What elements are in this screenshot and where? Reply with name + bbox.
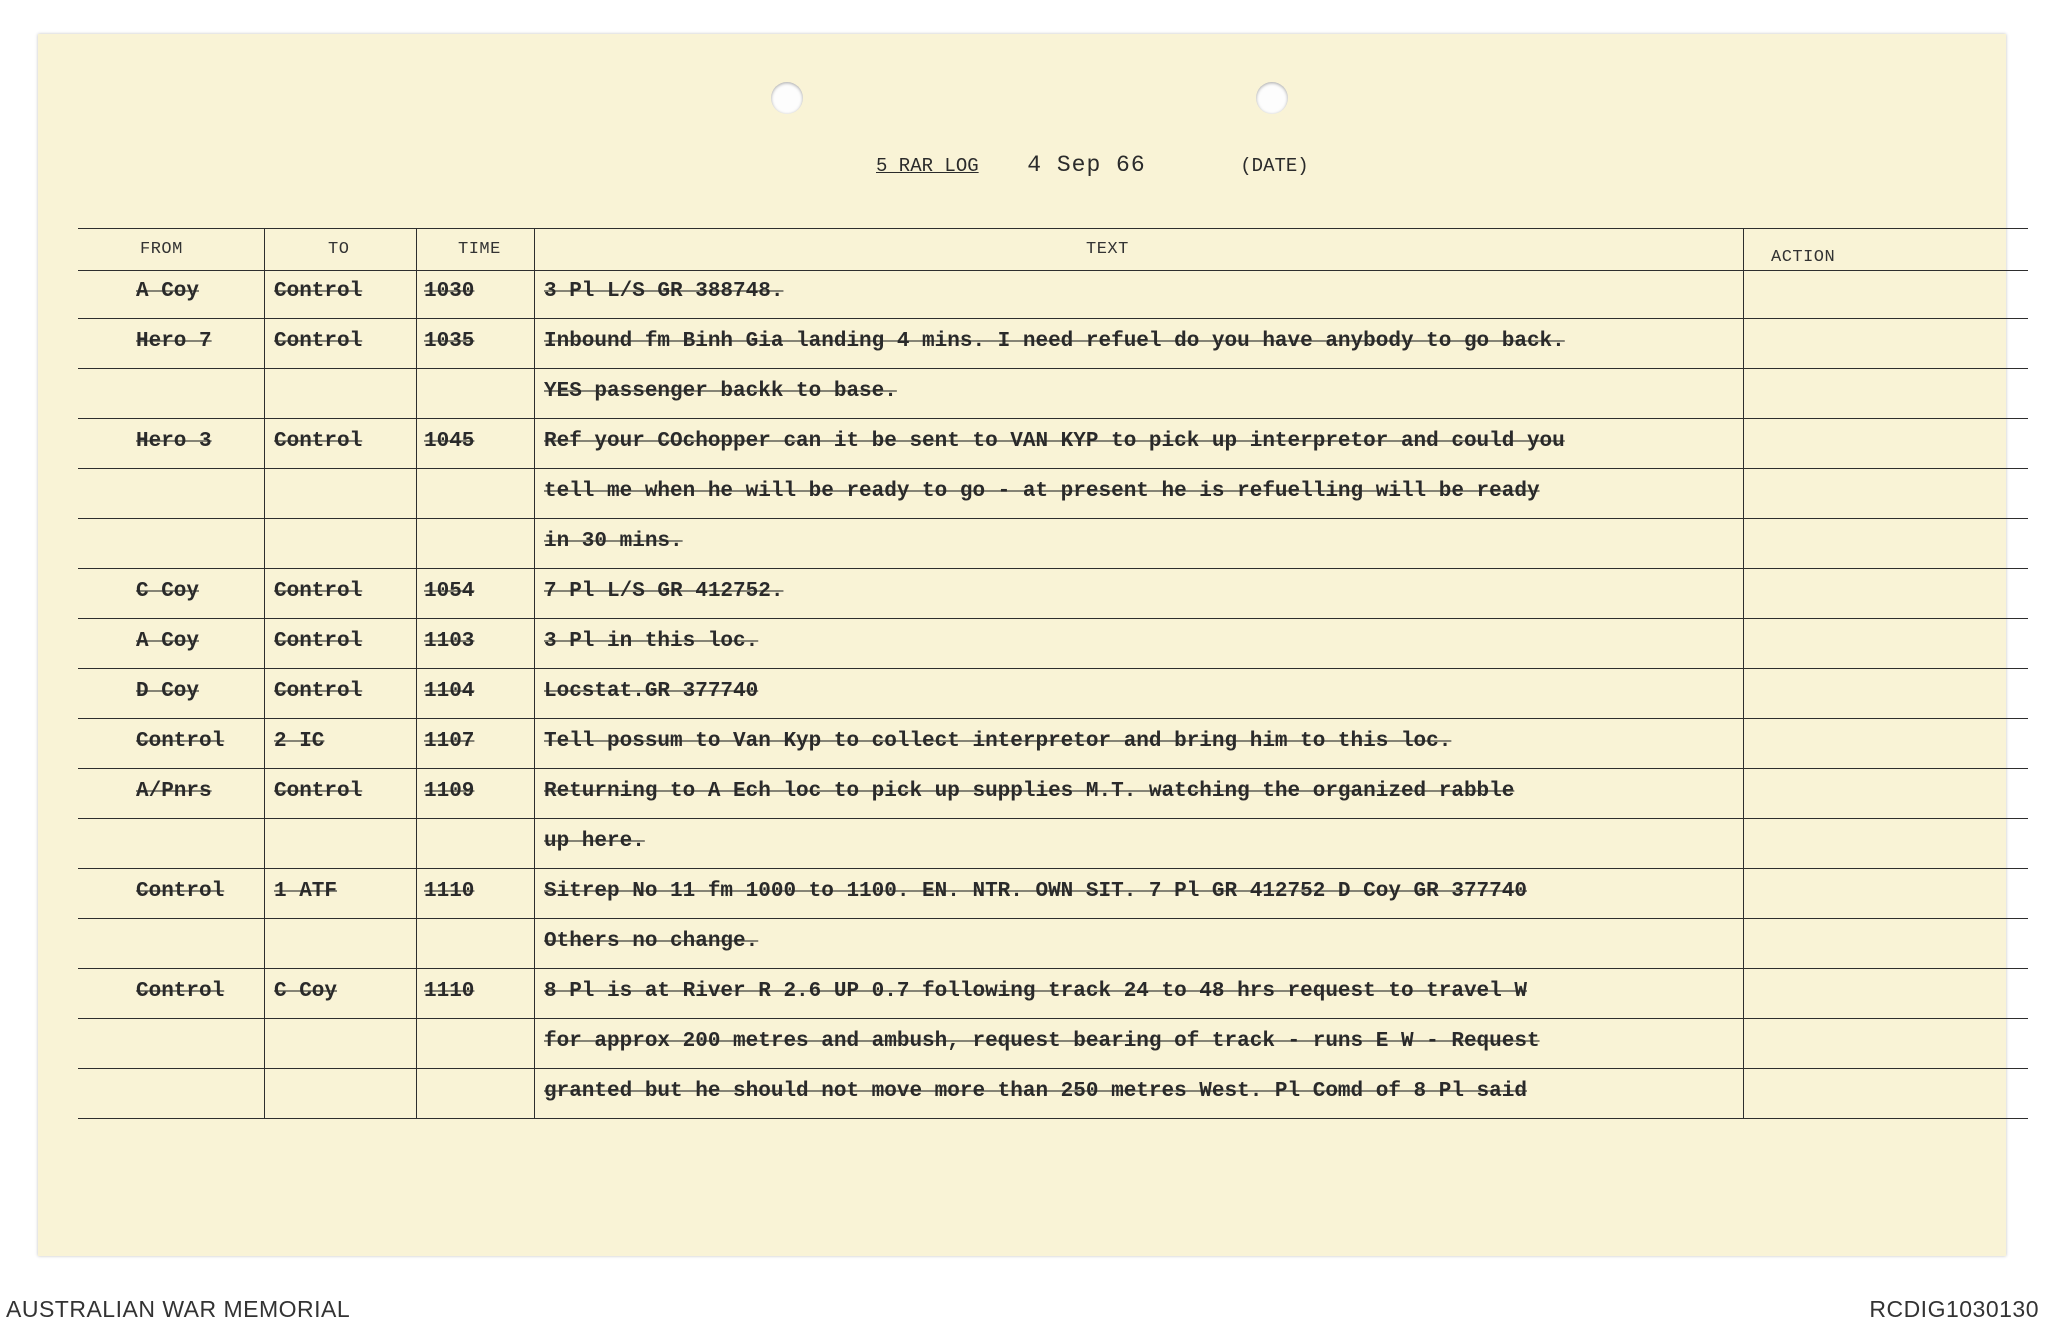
column-header-action: ACTION bbox=[1771, 248, 1836, 267]
table-rule bbox=[78, 868, 2028, 869]
column-rule bbox=[416, 228, 417, 1118]
table-rule bbox=[78, 518, 2028, 519]
log-from: Control bbox=[136, 730, 225, 753]
table-rule bbox=[78, 1118, 2028, 1119]
log-from: Hero 7 bbox=[136, 330, 212, 353]
table-rule bbox=[78, 418, 2028, 419]
log-text-line: Locstat.GR 377740 bbox=[544, 680, 759, 703]
table-rule bbox=[78, 568, 2028, 569]
log-table bbox=[78, 228, 2028, 1158]
log-text-line: Others no change. bbox=[544, 930, 759, 953]
log-from: Control bbox=[136, 880, 225, 903]
log-from: Control bbox=[136, 980, 225, 1003]
footer-id: RCDIG1030130 bbox=[1869, 1296, 2039, 1322]
log-date: 4 Sep 66 bbox=[1027, 152, 1146, 178]
log-to: Control bbox=[274, 330, 363, 353]
table-rule bbox=[78, 368, 2028, 369]
log-to: 1 ATF bbox=[274, 880, 338, 903]
log-time: 1045 bbox=[424, 430, 475, 453]
log-time: 1104 bbox=[424, 680, 475, 703]
log-time: 1110 bbox=[424, 880, 475, 903]
footer-credit: AUSTRALIAN WAR MEMORIAL bbox=[6, 1296, 351, 1322]
log-to: Control bbox=[274, 630, 363, 653]
table-rule bbox=[78, 818, 2028, 819]
column-rule bbox=[1743, 228, 1744, 1118]
table-rule bbox=[78, 668, 2028, 669]
log-text-line: YES passenger backk to base. bbox=[544, 380, 897, 403]
log-text-line: in 30 mins. bbox=[544, 530, 683, 553]
log-text-line: for approx 200 metres and ambush, request bearing of track - runs E W - Request bbox=[544, 1030, 1540, 1053]
log-time: 1103 bbox=[424, 630, 475, 653]
log-time: 1030 bbox=[424, 280, 475, 303]
log-text-line: tell me when he will be ready to go - at present he is refuelling will be ready bbox=[544, 480, 1540, 503]
log-to: Control bbox=[274, 580, 363, 603]
table-rule bbox=[78, 468, 2028, 469]
log-to: Control bbox=[274, 280, 363, 303]
column-header-to: TO bbox=[328, 240, 350, 259]
log-time: 1109 bbox=[424, 780, 475, 803]
log-time: 1035 bbox=[424, 330, 475, 353]
log-text-line: Inbound fm Binh Gia landing 4 mins. I need refuel do you have anybody to go back. bbox=[544, 330, 1565, 353]
table-rule bbox=[78, 228, 2028, 229]
log-text-line: 3 Pl in this loc. bbox=[544, 630, 759, 653]
table-rule bbox=[78, 1068, 2028, 1069]
log-text-line: Returning to A Ech loc to pick up supplies M.T. watching the organized rabble bbox=[544, 780, 1515, 803]
log-from: A Coy bbox=[136, 280, 200, 303]
log-text-line: Sitrep No 11 fm 1000 to 1100. EN. NTR. OWN SIT. 7 Pl GR 412752 D Coy GR 377740 bbox=[544, 880, 1527, 903]
log-text-line: Ref your COchopper can it be sent to VAN KYP to pick up interpretor and could you bbox=[544, 430, 1565, 453]
column-header-text: TEXT bbox=[1086, 240, 1129, 259]
log-time: 1054 bbox=[424, 580, 475, 603]
log-text-line: up here. bbox=[544, 830, 645, 853]
log-to: Control bbox=[274, 780, 363, 803]
table-rule bbox=[78, 318, 2028, 319]
log-from: C Coy bbox=[136, 580, 200, 603]
table-rule bbox=[78, 968, 2028, 969]
log-from: A Coy bbox=[136, 630, 200, 653]
table-rule bbox=[78, 768, 2028, 769]
log-text-line: 8 Pl is at River R 2.6 UP 0.7 following track 24 to 48 hrs request to travel W bbox=[544, 980, 1527, 1003]
column-header-from: FROM bbox=[140, 240, 183, 259]
log-title: 5 RAR LOG bbox=[876, 155, 979, 177]
log-from: D Coy bbox=[136, 680, 200, 703]
column-rule bbox=[264, 228, 265, 1118]
table-rule bbox=[78, 918, 2028, 919]
column-rule bbox=[534, 228, 535, 1118]
table-rule bbox=[78, 1018, 2028, 1019]
log-to: Control bbox=[274, 430, 363, 453]
punch-hole bbox=[771, 82, 803, 114]
log-text-line: 3 Pl L/S GR 388748. bbox=[544, 280, 784, 303]
table-rule bbox=[78, 270, 2028, 271]
log-to: Control bbox=[274, 680, 363, 703]
table-rule bbox=[78, 718, 2028, 719]
log-time: 1107 bbox=[424, 730, 475, 753]
date-label: (DATE) bbox=[1240, 155, 1309, 177]
log-to: 2 IC bbox=[274, 730, 325, 753]
log-text-line: 7 Pl L/S GR 412752. bbox=[544, 580, 784, 603]
punch-hole bbox=[1256, 82, 1288, 114]
column-header-time: TIME bbox=[458, 240, 501, 259]
log-from: A/Pnrs bbox=[136, 780, 212, 803]
log-sheet bbox=[38, 34, 2006, 1256]
log-text-line: Tell possum to Van Kyp to collect interpretor and bring him to this loc. bbox=[544, 730, 1452, 753]
log-from: Hero 3 bbox=[136, 430, 212, 453]
log-to: C Coy bbox=[274, 980, 338, 1003]
log-time: 1110 bbox=[424, 980, 475, 1003]
log-text-line: granted but he should not move more than 250 metres West. Pl Comd of 8 Pl said bbox=[544, 1080, 1527, 1103]
log-header bbox=[876, 152, 1309, 178]
table-rule bbox=[78, 618, 2028, 619]
